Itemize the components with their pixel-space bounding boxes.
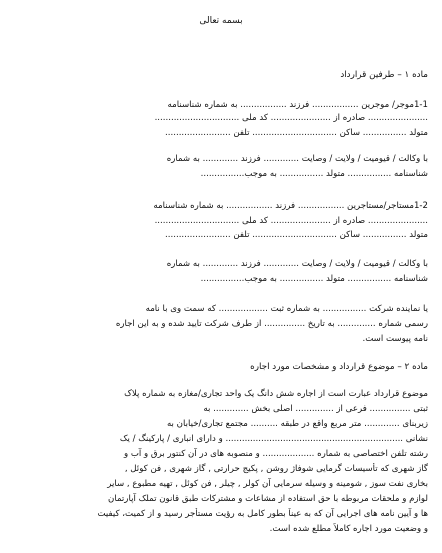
lessor-line-2: ...................... صادره از ...................... کد ملی ...............................	[154, 113, 428, 123]
company-line-1: یا نماینده شرکت ................ به شماره ثبت .................. که سمت وی با نامه	[145, 304, 428, 314]
subject-line-6: گاز شهری که تأسیسات گرمایی شوفاژ روشن , پکیج حرارتی , گاز شهری , فن کوئل ,	[124, 464, 428, 474]
subject-line-9: ها و آیین نامه های اجرایی آن که به عیناً بطور کامل به رؤیت مستأجر رسید و از کمیت، کیفیت	[97, 509, 428, 519]
lessor-line-3: متولد ................ ساکن ............................... تلفن ........................	[165, 128, 428, 138]
lessee-proxy-line-2: شناسنامه ................ متولد ................ به موجب................	[200, 274, 428, 284]
lessee-line-2: ...................... صادره از ...................... کد ملی ...............................	[154, 216, 428, 226]
subject-line-10: و وضعیت مورد اجاره کاملاً مطلع شده است.	[269, 524, 428, 534]
article-2-heading: ماده ۲ – موضوع قرارداد و مشخصات مورد اجاره	[250, 362, 428, 372]
subject-line-5: رشته تلفن اختصاصی به شماره ................... و منصوبه های در آن کنتور برق و آب و	[123, 449, 428, 459]
lessee-proxy-line-1: با وکالت / قیومیت / ولایت / وصایت ............. فرزند ............. به شماره	[166, 259, 428, 269]
subject-line-7: بخاری نفت سوز , شومینه و وسیله سرمایی آن کولر , چیلر , فن کوئل , تهیه مطبوع , سایر	[107, 479, 428, 489]
document-title: بسمه تعالی	[199, 16, 243, 26]
lessee-line-1: 1-2مستاجر/مستاجرین ................. فرزند ................. به شماره شناسنامه	[153, 201, 428, 211]
lessee-line-3: متولد ................ ساکن ............................... تلفن ........................	[165, 230, 428, 240]
lessor-proxy-line-1: با وکالت / قیومیت / ولایت / وصایت ............. فرزند ............. به شماره	[166, 154, 428, 164]
subject-line-1: موضوع قرارداد عبارت است از اجاره شش دانگ یک واحد تجاری/مغازه به شماره پلاک	[124, 389, 428, 399]
subject-line-8: لوازم و ملحقات مربوطه با حق استفاده از مشاعات و مشترکات طبق قانون تملک آپارتمان	[108, 494, 428, 504]
article-1-heading: ماده ۱ – طرفین قرارداد	[340, 70, 428, 80]
subject-line-4: نشانی ................................................................. و دارای انباری / پارکینگ / یک	[119, 434, 428, 444]
subject-line-3: زیربنای ............. متر مربع واقع در طبقه .......... مجتمع تجاری/خیابان به	[166, 419, 428, 429]
lessor-proxy-line-2: شناسنامه ................ متولد ................ به موجب................	[200, 169, 428, 179]
subject-line-2: ثبتی ............... فرعی از .............. اصلی بخش ............. به	[203, 404, 428, 414]
company-line-3: نامه پیوست است.	[362, 334, 428, 344]
company-line-2: رسمی شماره .............. به تاریخ ............... از طرف شرکت تایید شده و به این اجاره	[115, 319, 428, 329]
lessor-line-1: 1-1موجر/ موجرین ................. فرزند ................. به شماره شناسنامه	[167, 100, 428, 110]
